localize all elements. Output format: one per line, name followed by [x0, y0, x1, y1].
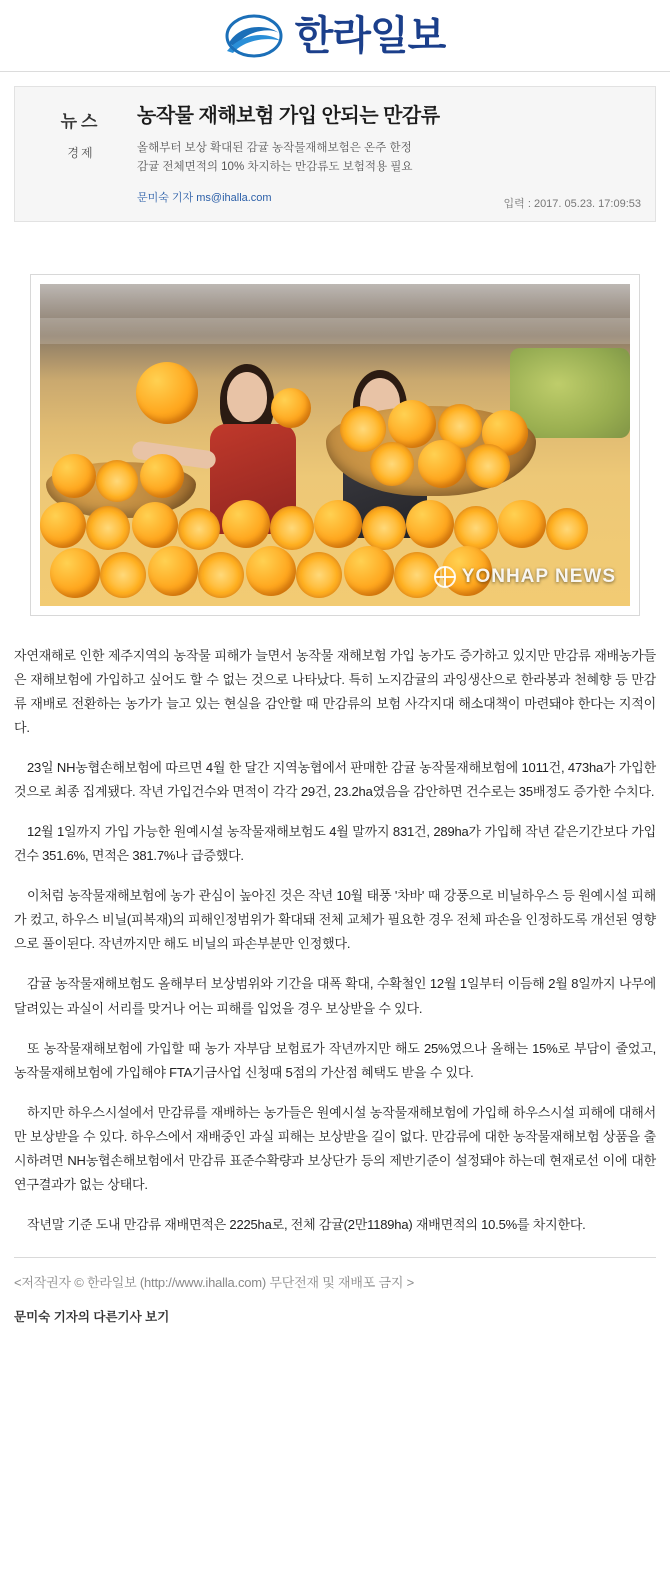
- photo-basket-orange: [418, 440, 466, 488]
- globe-icon: [434, 566, 456, 588]
- article-paragraph: 또 농작물재해보험에 가입할 때 농가 자부담 보험료가 작년까지만 해도 25%였으나 올해는 15%로 부담이 줄었고, 농작물재해보험에 가입해야 FTA기금사업 신청때 5점의 가산점 혜택도 받을 수 있다.: [14, 1040, 656, 1080]
- article-photo: [40, 284, 630, 606]
- article-paragraph: 12월 1일까지 가입 가능한 원예시설 농작물재해보험도 4월 말까지 831건, 289ha가 가입해 작년 같은기간보다 가입건수 351.6%, 면적은 381.7%나 급증했다.: [14, 824, 656, 864]
- byline-reporter[interactable]: 문미숙 기자 ms@ihalla.com: [137, 191, 272, 204]
- halla-wave-logo-icon: [225, 13, 283, 59]
- photo-display-orange: [52, 454, 96, 498]
- subhead-line-1: 올해부터 보상 확대된 감귤 농작물재해보험은 온주 한정: [137, 142, 412, 154]
- section-column: [29, 103, 133, 207]
- photo-cut-fruit: [362, 506, 406, 550]
- photo-cut-fruit: [546, 508, 588, 550]
- photo-display-orange: [246, 546, 296, 596]
- photo-held-orange: [136, 362, 198, 424]
- section-main-label[interactable]: 뉴스: [60, 112, 102, 131]
- photo-display-orange: [50, 548, 100, 598]
- site-title: 한라일보: [294, 12, 446, 59]
- photo-shelf-top: [40, 318, 630, 344]
- article-paragraph: 하지만 하우스시설에서 만감류를 재배하는 농가들은 원예시설 농작물재해보험에 가입해 하우스시설 피해에 대해서만 보상받을 수 있다. 하우스에서 재배중인 과실 피해는 보상받을 길이 없다. 만감류에 대한 농작물재해보험 상품을 출시하려면 NH농협손해보험에서 만감류 표준수확량과 보상단가 등의 제반기준이 설정돼야 하는데 현재로선 이에 대한 연구결과가 없는 상태다.: [14, 1104, 656, 1192]
- photo-cut-fruit: [270, 506, 314, 550]
- headline-column: [133, 103, 641, 207]
- article-paragraph: 이처럼 농작물재해보험에 농가 관심이 높아진 것은 작년 10월 태풍 '차바' 때 강풍으로 비닐하우스 등 원예시설 피해가 컸고, 하우스 비닐(피복재)의 피해인정범위가 확대돼 전체 교체가 필요한 경우 전체 파손을 인정하도록 개선된 영향으로 풀이된다. 작년까지만 해도 비닐의 파손부분만 인정했다.: [14, 888, 656, 952]
- photo-display-orange: [140, 454, 184, 498]
- article-paragraph: 23일 NH농협손해보험에 따르면 4월 한 달간 지역농협에서 판매한 감귤 농작물재해보험에 1011건, 473ha가 가입한 것으로 최종 집계됐다. 작년 가입건수와 면적이 각각 29건, 23.2ha였음을 감안하면 건수로는 35배정도 증가한 수치다.: [14, 760, 656, 800]
- photo-cut-fruit: [178, 508, 220, 550]
- photo-display-orange: [40, 502, 86, 548]
- photo-display-orange: [132, 502, 178, 548]
- site-logo[interactable]: [225, 13, 446, 59]
- photo-cut-fruit: [466, 444, 510, 488]
- photo-display-orange: [314, 500, 362, 548]
- photo-person-left-head: [227, 372, 267, 422]
- photo-display-orange: [498, 500, 546, 548]
- photo-cut-fruit: [296, 552, 342, 598]
- article-paragraph: 자연재해로 인한 제주지역의 농작물 피해가 늘면서 농작물 재해보험 가입 농가도 증가하고 있지만 만감류 재배농가들은 재해보험에 가입하고 싶어도 할 수 없는 것으로 나타났다. 특히 노지감귤의 과잉생산으로 한라봉과 천혜향 등 만감류 재배로 전환하는 농가가 늘고 있는 현실을 감안할 때 만감류의 보험 사각지대 해소대책이 마련돼야 한다는 지적이다.: [14, 647, 656, 736]
- photo-display-orange: [406, 500, 454, 548]
- photo-watermark: [434, 566, 616, 588]
- page-title: 농작물 재해보험 가입 안되는 만감류: [137, 105, 440, 127]
- subhead-line-2: 감귤 전체면적의 10% 차지하는 만감류도 보험적용 필요: [137, 160, 413, 173]
- article-body: [14, 644, 656, 1237]
- photo-basket-orange: [388, 400, 436, 448]
- reporter-more-articles-link[interactable]: 문미숙 기자의 다른기사 보기: [14, 1309, 170, 1324]
- photo-cut-fruit: [100, 552, 146, 598]
- photo-held-tangerine: [271, 388, 311, 428]
- article-photo-frame: [30, 274, 640, 616]
- article-paragraph: 작년말 기준 도내 만감류 재배면적은 2225ha로, 전체 감귤(2만1189ha) 재배면적의 10.5%를 차지한다.: [27, 1216, 586, 1232]
- article-paragraph: 감귤 농작물재해보험도 올해부터 보상범위와 기간을 대폭 확대, 수확철인 12월 1일부터 이듬해 2월 8일까지 나무에 달려있는 과실이 서리를 맞거나 어는 피해를 입었을 경우 보상받을 수 있다.: [14, 976, 656, 1016]
- photo-display-orange: [222, 500, 270, 548]
- photo-display-orange: [344, 546, 394, 596]
- watermark-text: YONHAP NEWS: [461, 565, 616, 587]
- photo-cut-fruit: [370, 442, 414, 486]
- photo-green-produce: [510, 348, 630, 438]
- site-masthead: [0, 0, 670, 72]
- photo-cut-fruit: [86, 506, 130, 550]
- section-sub-label[interactable]: 경제: [67, 146, 95, 160]
- photo-cut-fruit: [454, 506, 498, 550]
- photo-cut-fruit: [96, 460, 138, 502]
- publish-timestamp: 입력 : 2017. 05.23. 17:09:53: [503, 197, 641, 210]
- article-header: [14, 86, 656, 222]
- copyright-notice: <저작권자 © 한라일보 (http://www.ihalla.com) 무단전재 및 재배포 금지 >: [14, 1257, 656, 1291]
- photo-cut-fruit: [198, 552, 244, 598]
- photo-display-orange: [148, 546, 198, 596]
